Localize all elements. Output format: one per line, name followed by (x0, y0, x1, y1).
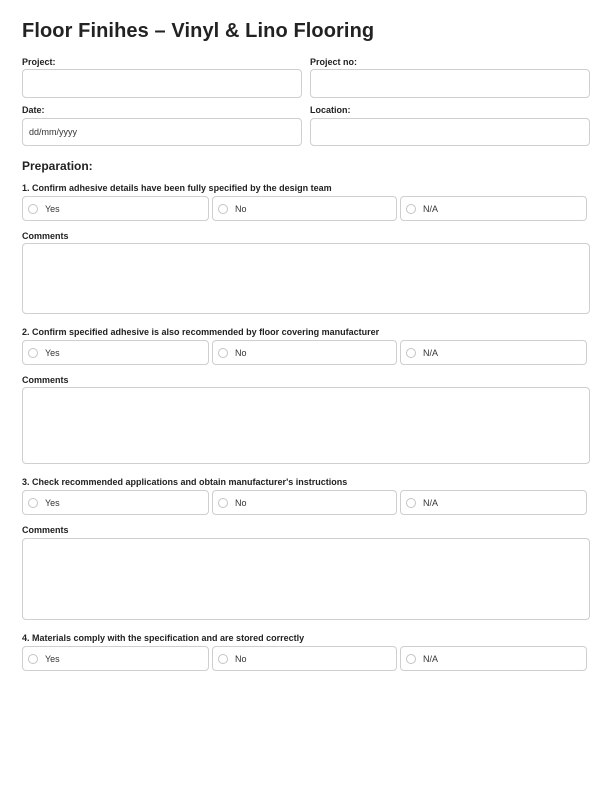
project-input[interactable] (23, 70, 301, 97)
option-label: No (235, 497, 247, 508)
q3-option-no[interactable] (212, 490, 397, 515)
section-title-preparation: Preparation: (22, 159, 93, 173)
q3-comments-label: Comments (22, 525, 69, 535)
project-no-input[interactable] (311, 70, 589, 97)
question-1-text: 1. Confirm adhesive details have been fully specified by the design team (22, 183, 332, 193)
radio-icon[interactable] (28, 348, 38, 358)
location-field[interactable] (310, 118, 590, 146)
q2-option-yes[interactable] (22, 340, 209, 365)
question-4-text: 4. Materials comply with the specification and are stored correctly (22, 633, 305, 643)
q2-comments-field[interactable] (22, 387, 590, 464)
q4-option-no[interactable] (212, 646, 397, 671)
project-no-field[interactable] (310, 69, 590, 98)
option-label: Yes (45, 497, 60, 508)
option-label: N/A (423, 497, 439, 508)
radio-icon[interactable] (406, 654, 416, 664)
option-label: N/A (423, 653, 439, 664)
radio-icon[interactable] (28, 654, 38, 664)
project-no-label: Project no: (310, 57, 358, 67)
question-3-text: 3. Check recommended applications and obtain manufacturer's instructions (22, 477, 348, 487)
q3-option-na[interactable] (400, 490, 587, 515)
option-label: Yes (45, 203, 60, 214)
date-label: Date: (22, 105, 45, 115)
option-label: N/A (423, 203, 439, 214)
q1-option-no[interactable] (212, 196, 397, 221)
q2-comments-label: Comments (22, 375, 69, 385)
date-input[interactable] (23, 119, 301, 145)
q1-option-yes[interactable] (22, 196, 209, 221)
radio-icon[interactable] (218, 348, 228, 358)
date-field[interactable] (22, 118, 302, 146)
q1-comments-field[interactable] (22, 243, 590, 314)
option-label: No (235, 653, 247, 664)
q1-comments-label: Comments (22, 231, 69, 241)
radio-icon[interactable] (28, 498, 38, 508)
q3-comments-field[interactable] (22, 538, 590, 620)
radio-icon[interactable] (218, 654, 228, 664)
option-label: No (235, 347, 247, 358)
radio-icon[interactable] (28, 204, 38, 214)
option-label: No (235, 203, 247, 214)
q2-option-na[interactable] (400, 340, 587, 365)
q2-option-no[interactable] (212, 340, 397, 365)
radio-icon[interactable] (218, 204, 228, 214)
option-label: N/A (423, 347, 439, 358)
location-label: Location: (310, 105, 351, 115)
q4-option-yes[interactable] (22, 646, 209, 671)
page-title: Floor Finihes – Vinyl & Lino Flooring (22, 20, 375, 42)
radio-icon[interactable] (406, 348, 416, 358)
q2-comments-input[interactable] (23, 388, 589, 463)
question-2-text: 2. Confirm specified adhesive is also recommended by floor covering manufacturer (22, 327, 380, 337)
location-input[interactable] (311, 119, 589, 145)
project-field[interactable] (22, 69, 302, 98)
project-label: Project: (22, 57, 56, 67)
radio-icon[interactable] (406, 498, 416, 508)
q4-option-na[interactable] (400, 646, 587, 671)
q1-comments-input[interactable] (23, 244, 589, 313)
radio-icon[interactable] (406, 204, 416, 214)
option-label: Yes (45, 347, 60, 358)
q1-option-na[interactable] (400, 196, 587, 221)
option-label: Yes (45, 653, 60, 664)
radio-icon[interactable] (218, 498, 228, 508)
q3-option-yes[interactable] (22, 490, 209, 515)
q3-comments-input[interactable] (23, 539, 589, 619)
